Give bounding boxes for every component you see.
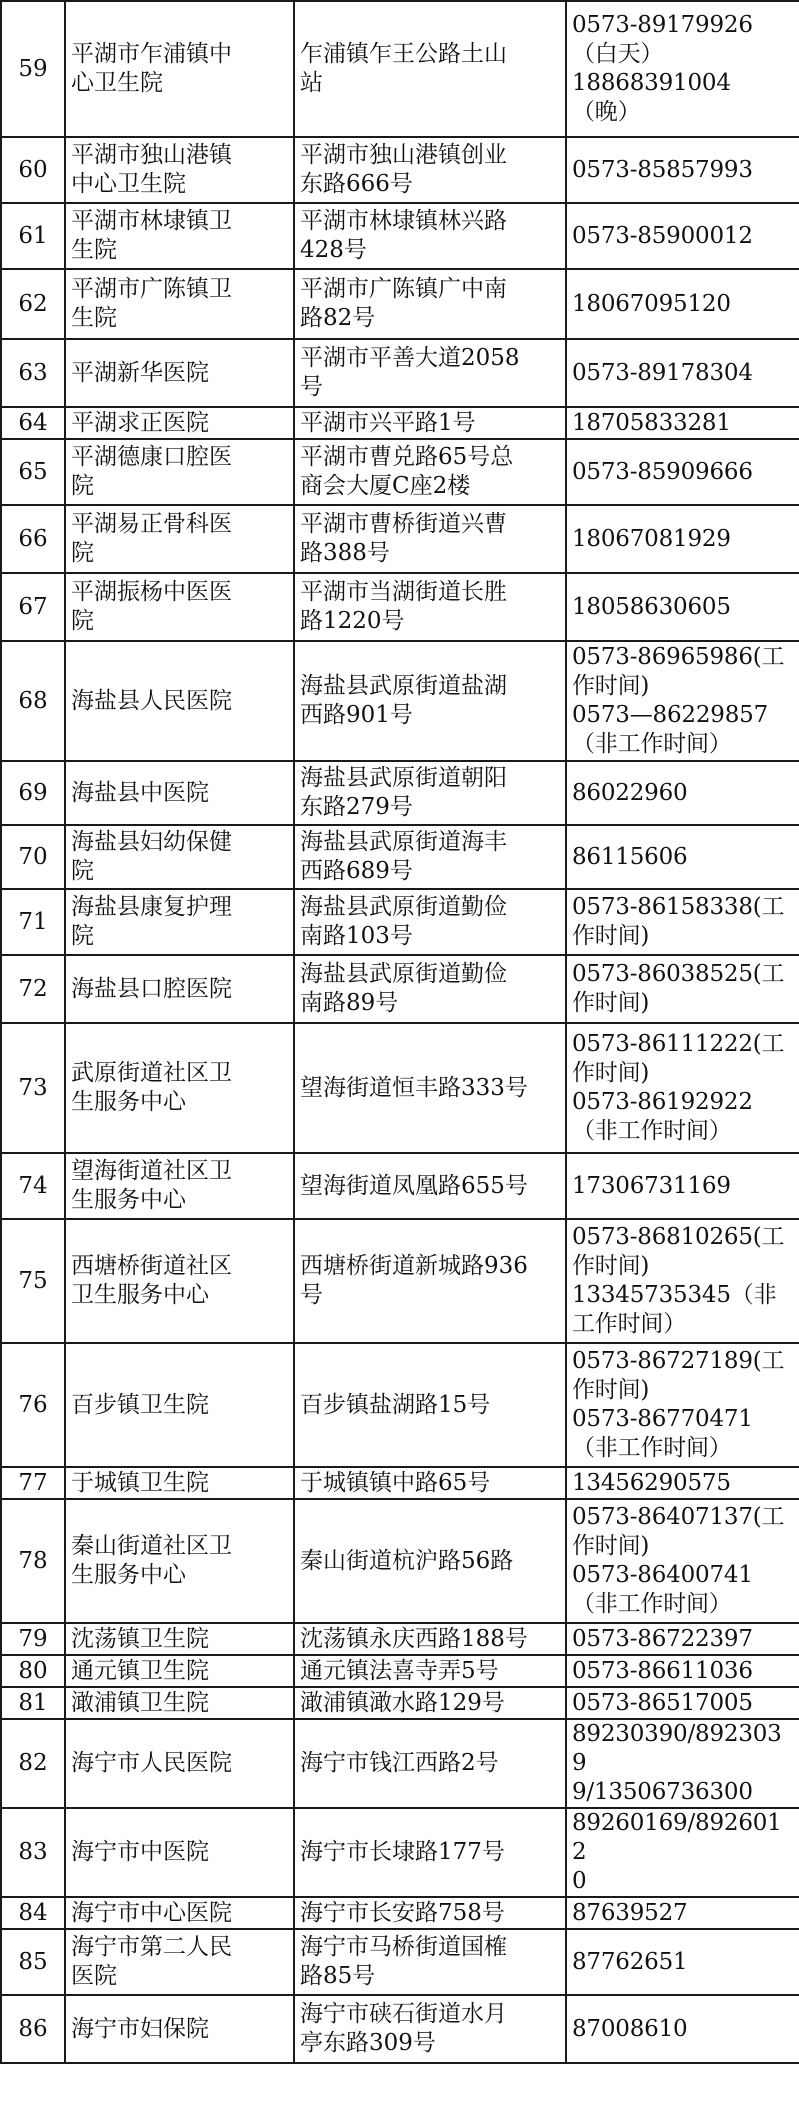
hospital-phone-cell: [566, 1023, 799, 1153]
row-number-cell: [1, 573, 65, 641]
hospital-name: 澉浦镇卫生院: [71, 1689, 209, 1716]
hospital-phone: 87762651: [572, 1948, 688, 1975]
hospital-phone-cell: [566, 1467, 799, 1499]
hospital-phone: 13456290575: [572, 1469, 731, 1496]
hospital-phone-cell: [566, 761, 799, 825]
row-number: 74: [18, 1172, 48, 1199]
table-row: [1, 955, 799, 1023]
hospital-address-cell: [294, 203, 566, 269]
hospital-phone-cell: [566, 1153, 799, 1219]
hospital-phone-cell: [566, 1499, 799, 1623]
hospital-name: 海盐县中医院: [71, 779, 209, 806]
row-number-cell: [1, 641, 65, 761]
hospital-phone-cell: [566, 955, 799, 1023]
hospital-address: 海宁市马桥街道国榷 路85号: [300, 1934, 507, 1989]
row-number-cell: [1, 1719, 65, 1808]
row-number-cell: [1, 889, 65, 955]
hospital-name-cell: [65, 1687, 294, 1719]
hospital-phone-cell: [566, 339, 799, 407]
hospital-name-cell: [65, 1343, 294, 1467]
hospital-name: 海盐县妇幼保健 院: [71, 829, 232, 884]
hospital-address: 海宁市长埭路177号: [300, 1839, 505, 1865]
row-number-cell: [1, 269, 65, 339]
row-number: 63: [18, 359, 48, 386]
hospital-name: 海宁市中医院: [71, 1839, 209, 1865]
hospital-address: 沈荡镇永庆西路188号: [300, 1625, 528, 1652]
row-number-cell: [1, 1, 65, 137]
hospital-name: 平湖市独山港镇 中心卫生院: [71, 142, 232, 197]
row-number: 60: [18, 156, 48, 183]
hospital-name-cell: [65, 505, 294, 573]
hospital-address-cell: [294, 1655, 566, 1687]
hospital-name-cell: [65, 641, 294, 761]
row-number-cell: [1, 1467, 65, 1499]
hospital-address: 海盐县武原街道海丰 西路689号: [300, 829, 507, 884]
hospital-phone-cell: [566, 1, 799, 137]
hospital-name-cell: [65, 269, 294, 339]
row-number: 75: [18, 1267, 48, 1294]
table-row: [1, 889, 799, 955]
hospital-address: 于城镇镇中路65号: [300, 1469, 491, 1496]
table-row: [1, 1995, 799, 2063]
hospital-phone-cell: [566, 573, 799, 641]
hospital-address-cell: [294, 1467, 566, 1499]
row-number: 66: [18, 525, 48, 552]
hospital-address: 海宁市长安路758号: [300, 1899, 505, 1926]
row-number-cell: [1, 1499, 65, 1623]
hospital-phone: 86022960: [572, 779, 688, 806]
row-number-cell: [1, 1995, 65, 2063]
table-body: [1, 1, 799, 2063]
hospital-phone: 18705833281: [572, 409, 731, 436]
table-row: [1, 1153, 799, 1219]
hospital-address: 海盐县武原街道勤俭 南路89号: [300, 961, 507, 1016]
hospital-phone: 0573-89178304: [572, 359, 753, 386]
row-number: 76: [18, 1391, 48, 1418]
table-row: [1, 1687, 799, 1719]
hospital-name: 海宁市中心医院: [71, 1899, 232, 1926]
row-number: 68: [18, 687, 48, 714]
row-number: 65: [18, 458, 48, 485]
hospital-phone: 18067081929: [572, 525, 731, 552]
row-number: 61: [18, 222, 48, 249]
row-number: 72: [18, 975, 48, 1002]
row-number: 69: [18, 779, 48, 806]
hospital-name: 平湖德康口腔医 院: [71, 444, 232, 499]
table-row: [1, 573, 799, 641]
table-row: [1, 269, 799, 339]
hospital-phone: 0573-86111222(工 作时间) 0573-86192922 （非工作时间）: [572, 1031, 785, 1144]
hospital-phone: 86115606: [572, 843, 688, 870]
table-row: [1, 1219, 799, 1343]
hospital-phone: 87639527: [572, 1899, 688, 1926]
hospital-name-cell: [65, 955, 294, 1023]
hospital-name-cell: [65, 1719, 294, 1808]
hospital-name-cell: [65, 1, 294, 137]
hospital-phone-cell: [566, 1897, 799, 1929]
hospital-address: 平湖市当湖街道长胜 路1220号: [300, 579, 507, 634]
hospital-address: 海宁市硖石街道水月 亭东路309号: [300, 2001, 507, 2056]
row-number: 78: [18, 1547, 48, 1574]
hospital-address-cell: [294, 1929, 566, 1995]
hospital-name: 秦山街道社区卫 生服务中心: [71, 1533, 232, 1588]
table-row: [1, 339, 799, 407]
hospital-name: 海盐县口腔医院: [71, 975, 232, 1002]
hospital-phone-cell: [566, 889, 799, 955]
row-number-cell: [1, 1219, 65, 1343]
hospital-name: 平湖求正医院: [71, 409, 209, 436]
hospital-address: 平湖市曹兑路65号总 商会大厦C座2楼: [300, 444, 514, 499]
hospital-phone-cell: [566, 825, 799, 889]
hospital-phone: 0573-86611036: [572, 1657, 753, 1684]
hospital-address-cell: [294, 1719, 566, 1808]
hospital-address: 望海街道凤凰路655号: [300, 1172, 528, 1199]
row-number: 84: [18, 1899, 48, 1926]
hospital-name: 海盐县人民医院: [71, 687, 232, 714]
hospital-name: 于城镇卫生院: [71, 1469, 209, 1496]
row-number-cell: [1, 1808, 65, 1897]
hospital-phone: 18058630605: [572, 593, 731, 620]
row-number-cell: [1, 505, 65, 573]
row-number: 81: [18, 1689, 48, 1716]
hospital-address-cell: [294, 1623, 566, 1655]
hospital-address-cell: [294, 1219, 566, 1343]
hospital-address: 秦山街道杭沪路56路: [300, 1547, 514, 1574]
hospital-address-cell: [294, 1687, 566, 1719]
row-number-cell: [1, 407, 65, 439]
table-row: [1, 1343, 799, 1467]
hospital-name-cell: [65, 1023, 294, 1153]
row-number-cell: [1, 825, 65, 889]
hospital-name: 平湖市乍浦镇中 心卫生院: [71, 41, 232, 96]
hospital-address-cell: [294, 955, 566, 1023]
hospital-phone-cell: [566, 407, 799, 439]
hospital-address-cell: [294, 825, 566, 889]
row-number-cell: [1, 439, 65, 505]
hospital-address: 平湖市独山港镇创业 东路666号: [300, 142, 507, 197]
hospital-name: 百步镇卫生院: [71, 1391, 209, 1418]
hospital-name: 海宁市妇保院: [71, 2015, 209, 2042]
hospital-address-cell: [294, 505, 566, 573]
hospital-address: 平湖市曹桥街道兴曹 路388号: [300, 511, 507, 566]
hospital-phone: 87008610: [572, 2015, 688, 2042]
hospital-address: 平湖市林埭镇林兴路 428号: [300, 208, 507, 263]
hospital-name-cell: [65, 1808, 294, 1897]
hospital-phone-cell: [566, 1219, 799, 1343]
hospital-phone-cell: [566, 1929, 799, 1995]
hospital-phone-cell: [566, 1719, 799, 1808]
hospital-address-cell: [294, 1995, 566, 2063]
table-row: [1, 1467, 799, 1499]
hospital-phone: 89230390/8923039 9/13506736300: [572, 1721, 782, 1805]
hospital-phone-cell: [566, 269, 799, 339]
hospital-name: 通元镇卫生院: [71, 1657, 209, 1684]
hospital-address-cell: [294, 1343, 566, 1467]
table-row: [1, 825, 799, 889]
hospital-address-cell: [294, 1023, 566, 1153]
hospital-name-cell: [65, 203, 294, 269]
table-row: [1, 505, 799, 573]
hospital-address: 海宁市钱江西路2号: [300, 1750, 499, 1776]
hospital-phone: 0573-89179926 （白天） 18868391004 （晚）: [572, 12, 753, 125]
hospital-address-cell: [294, 1153, 566, 1219]
row-number-cell: [1, 1929, 65, 1995]
row-number: 79: [18, 1625, 48, 1652]
hospital-name: 平湖新华医院: [71, 359, 209, 386]
hospital-phone: 18067095120: [572, 290, 731, 317]
hospital-address: 澉浦镇澉水路129号: [300, 1689, 505, 1716]
table-row: [1, 1808, 799, 1897]
table-row: [1, 137, 799, 203]
hospital-address-cell: [294, 641, 566, 761]
hospital-name: 海盐县康复护理 院: [71, 894, 232, 949]
hospital-phone-cell: [566, 439, 799, 505]
hospital-phone-cell: [566, 1655, 799, 1687]
hospital-address: 百步镇盐湖路15号: [300, 1391, 491, 1418]
row-number: 71: [18, 908, 48, 935]
hospital-name-cell: [65, 1897, 294, 1929]
hospital-address-cell: [294, 1, 566, 137]
hospital-address: 乍浦镇乍王公路土山 站: [300, 41, 507, 96]
hospital-address-cell: [294, 439, 566, 505]
hospital-phone-cell: [566, 203, 799, 269]
row-number-cell: [1, 1655, 65, 1687]
hospital-phone: 0573-86810265(工 作时间) 13345735345（非 工作时间）: [572, 1224, 785, 1337]
row-number-cell: [1, 1023, 65, 1153]
hospital-phone-cell: [566, 1343, 799, 1467]
row-number-cell: [1, 1343, 65, 1467]
hospital-phone: 89260169/8926012 0: [572, 1810, 782, 1894]
hospital-address: 平湖市兴平路1号: [300, 409, 476, 436]
row-number-cell: [1, 1897, 65, 1929]
hospital-address-cell: [294, 573, 566, 641]
row-number: 85: [18, 1948, 48, 1975]
hospital-name-cell: [65, 1499, 294, 1623]
hospital-address-cell: [294, 1897, 566, 1929]
hospital-name: 沈荡镇卫生院: [71, 1625, 209, 1652]
hospital-phone: 0573-86407137(工 作时间) 0573-86400741 （非工作时间）: [572, 1504, 785, 1617]
table-row: [1, 1023, 799, 1153]
row-number-cell: [1, 1687, 65, 1719]
row-number: 83: [18, 1839, 48, 1865]
row-number-cell: [1, 137, 65, 203]
hospital-name-cell: [65, 1623, 294, 1655]
hospital-address-cell: [294, 339, 566, 407]
hospital-phone: 0573-86038525(工 作时间): [572, 961, 785, 1016]
hospital-address: 望海街道恒丰路333号: [300, 1074, 528, 1101]
hospital-phone-cell: [566, 137, 799, 203]
hospital-name-cell: [65, 339, 294, 407]
row-number: 86: [18, 2015, 48, 2042]
table-row: [1, 761, 799, 825]
table-row: [1, 1929, 799, 1995]
table-row: [1, 439, 799, 505]
hospital-address-cell: [294, 1808, 566, 1897]
hospital-name: 海宁市第二人民 医院: [71, 1934, 232, 1989]
row-number: 77: [18, 1469, 48, 1496]
hospital-address: 海盐县武原街道盐湖 西路901号: [300, 673, 507, 728]
hospital-name-cell: [65, 439, 294, 505]
hospital-name: 武原街道社区卫 生服务中心: [71, 1060, 232, 1115]
table-row: [1, 203, 799, 269]
row-number: 82: [18, 1750, 48, 1776]
hospital-phone: 0573-86965986(工 作时间) 0573—86229857 （非工作时间）: [572, 644, 785, 757]
hospital-address-cell: [294, 889, 566, 955]
hospital-name-cell: [65, 1995, 294, 2063]
hospital-phone-cell: [566, 1808, 799, 1897]
hospital-phone-cell: [566, 641, 799, 761]
hospital-name-cell: [65, 1153, 294, 1219]
hospital-name: 平湖易正骨科医 院: [71, 511, 232, 566]
hospital-phone-cell: [566, 505, 799, 573]
hospital-name-cell: [65, 761, 294, 825]
hospital-address: 西塘桥街道新城路936 号: [300, 1253, 528, 1308]
table-row: [1, 1623, 799, 1655]
table-row: [1, 1, 799, 137]
table-row: [1, 1897, 799, 1929]
table-row: [1, 641, 799, 761]
row-number-cell: [1, 1153, 65, 1219]
hospital-name-cell: [65, 825, 294, 889]
hospital-name-cell: [65, 1655, 294, 1687]
hospital-phone: 0573-86727189(工 作时间) 0573-86770471 （非工作时间）: [572, 1348, 785, 1461]
row-number-cell: [1, 339, 65, 407]
hospital-address-cell: [294, 761, 566, 825]
table-row: [1, 407, 799, 439]
hospital-address-cell: [294, 269, 566, 339]
hospital-phone-cell: [566, 1687, 799, 1719]
hospital-name: 海宁市人民医院: [71, 1750, 232, 1776]
hospital-address: 海盐县武原街道勤俭 南路103号: [300, 894, 507, 949]
hospital-address: 平湖市平善大道2058 号: [300, 345, 520, 400]
row-number: 59: [18, 55, 48, 82]
hospital-name: 平湖振杨中医医 院: [71, 579, 232, 634]
hospital-name: 西塘桥街道社区 卫生服务中心: [71, 1253, 232, 1308]
hospital-name-cell: [65, 889, 294, 955]
row-number-cell: [1, 1623, 65, 1655]
row-number-cell: [1, 203, 65, 269]
row-number: 80: [18, 1657, 48, 1684]
table-row: [1, 1655, 799, 1687]
row-number: 70: [18, 843, 48, 870]
hospital-phone: 0573-85900012: [572, 222, 753, 249]
hospital-address-cell: [294, 1499, 566, 1623]
hospital-name: 望海街道社区卫 生服务中心: [71, 1158, 232, 1213]
hospital-name-cell: [65, 407, 294, 439]
hospital-name-cell: [65, 1219, 294, 1343]
hospital-address-cell: [294, 407, 566, 439]
hospital-address: 通元镇法喜寺弄5号: [300, 1657, 499, 1684]
table-row: [1, 1499, 799, 1623]
hospital-name-cell: [65, 137, 294, 203]
row-number-cell: [1, 955, 65, 1023]
hospital-phone: 0573-85857993: [572, 156, 753, 183]
hospital-phone: 0573-86158338(工 作时间): [572, 894, 785, 949]
hospital-name-cell: [65, 1467, 294, 1499]
row-number: 67: [18, 593, 48, 620]
hospital-name: 平湖市林埭镇卫 生院: [71, 208, 232, 263]
hospital-address-cell: [294, 137, 566, 203]
hospital-address: 平湖市广陈镇广中南 路82号: [300, 276, 507, 331]
hospital-name-cell: [65, 573, 294, 641]
hospital-phone-cell: [566, 1623, 799, 1655]
hospital-phone-cell: [566, 1995, 799, 2063]
hospital-phone: 17306731169: [572, 1172, 731, 1199]
hospital-name: 平湖市广陈镇卫 生院: [71, 276, 232, 331]
row-number: 62: [18, 290, 48, 317]
row-number: 64: [18, 409, 48, 436]
hospital-address: 海盐县武原街道朝阳 东路279号: [300, 765, 507, 820]
hospital-phone: 0573-86517005: [572, 1689, 753, 1716]
row-number-cell: [1, 761, 65, 825]
table-row: [1, 1719, 799, 1808]
row-number: 73: [18, 1074, 48, 1101]
hospital-phone: 0573-86722397: [572, 1625, 753, 1652]
hospital-name-cell: [65, 1929, 294, 1995]
hospital-phone: 0573-85909666: [572, 458, 753, 485]
